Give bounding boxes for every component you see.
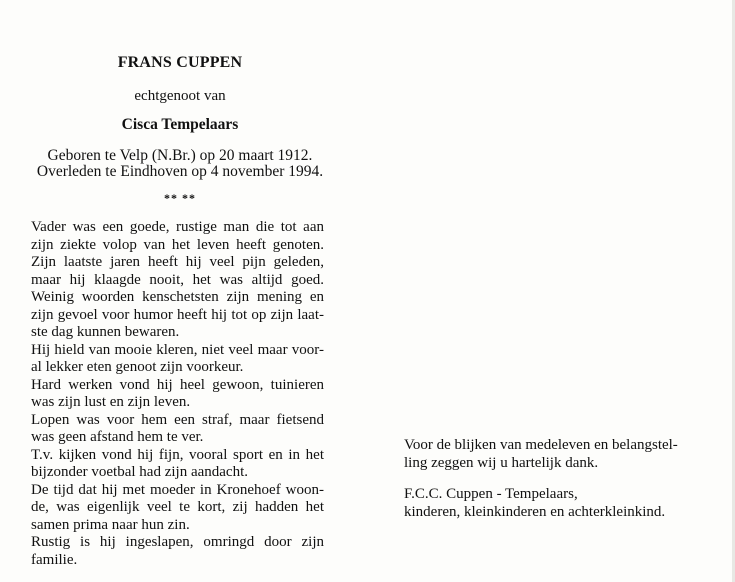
biography-line: Rustig is hij ingeslapen, omringd door zijn bbox=[31, 534, 324, 550]
thanks-note bbox=[404, 437, 678, 472]
signature-line: kinderen, kleinkinderen en achterkleinkind. bbox=[404, 503, 666, 520]
spouse-name: Cisca Tempelaars bbox=[121, 116, 239, 133]
biography-line: Lopen was voor hem een straf, maar fietsend bbox=[31, 411, 324, 428]
biography-line: zijn gevoel voor humor heeft hij tot op zijn laat- bbox=[31, 306, 324, 323]
deceased-name: FRANS CUPPEN bbox=[117, 54, 243, 71]
biography-line: bijzonder voetbal had zijn aandacht. bbox=[31, 464, 248, 480]
death-line: Overleden te Eindhoven op 4 november 1994. bbox=[36, 163, 324, 180]
biography-line: samen prima naar hun zin. bbox=[31, 516, 190, 533]
biography-line: was geen afstand hem te ver. bbox=[31, 429, 204, 445]
family-signature bbox=[404, 486, 665, 521]
biography-line: Zijn laatste jaren heeft hij veel pijn geleden, bbox=[31, 254, 324, 270]
biography-text bbox=[31, 219, 324, 569]
biography-line: De tijd dat hij met moeder in Kronehoef woon- bbox=[31, 481, 324, 498]
biography-line: al lekker eten genoot zijn voorkeur. bbox=[31, 359, 244, 375]
birth-line: Geboren te Velp (N.Br.) op 20 maart 1912. bbox=[47, 147, 313, 164]
biography-line: Hard werken vond hij heel gewoon, tuinieren bbox=[31, 376, 324, 393]
spouse-relation: echtgenoot van bbox=[134, 88, 226, 104]
biography-line: ste dag kunnen bewaren. bbox=[31, 324, 180, 340]
biography-line: familie. bbox=[31, 551, 78, 568]
biography-line: maar hij klaagde nooit, het was altijd goed. bbox=[31, 271, 324, 288]
signature-line: F.C.C. Cuppen - Tempelaars, bbox=[404, 486, 578, 502]
thanks-line: ling zeggen wij u hartelijk dank. bbox=[404, 454, 599, 471]
separator-stars: ** ** bbox=[164, 191, 196, 205]
biography-line: Hij hield van mooie kleren, niet veel maar voor- bbox=[31, 341, 324, 358]
biography-line: zijn ziekte volop van het leven heeft genoten. bbox=[31, 236, 324, 253]
biography-line: Weinig woorden kenschetsten zijn mening en bbox=[31, 289, 324, 305]
biography-line: was zijn lust en zijn leven. bbox=[31, 394, 191, 410]
biography-line: Vader was een goede, rustige man die tot aan bbox=[31, 219, 324, 235]
biography-line: T.v. kijken vond hij fijn, vooral sport en in het bbox=[31, 446, 324, 463]
biography-line: de, was eigenlijk veel te kort, zij hadden het bbox=[31, 499, 324, 515]
thanks-line: Voor de blijken van medeleven en belangstel- bbox=[404, 437, 678, 453]
